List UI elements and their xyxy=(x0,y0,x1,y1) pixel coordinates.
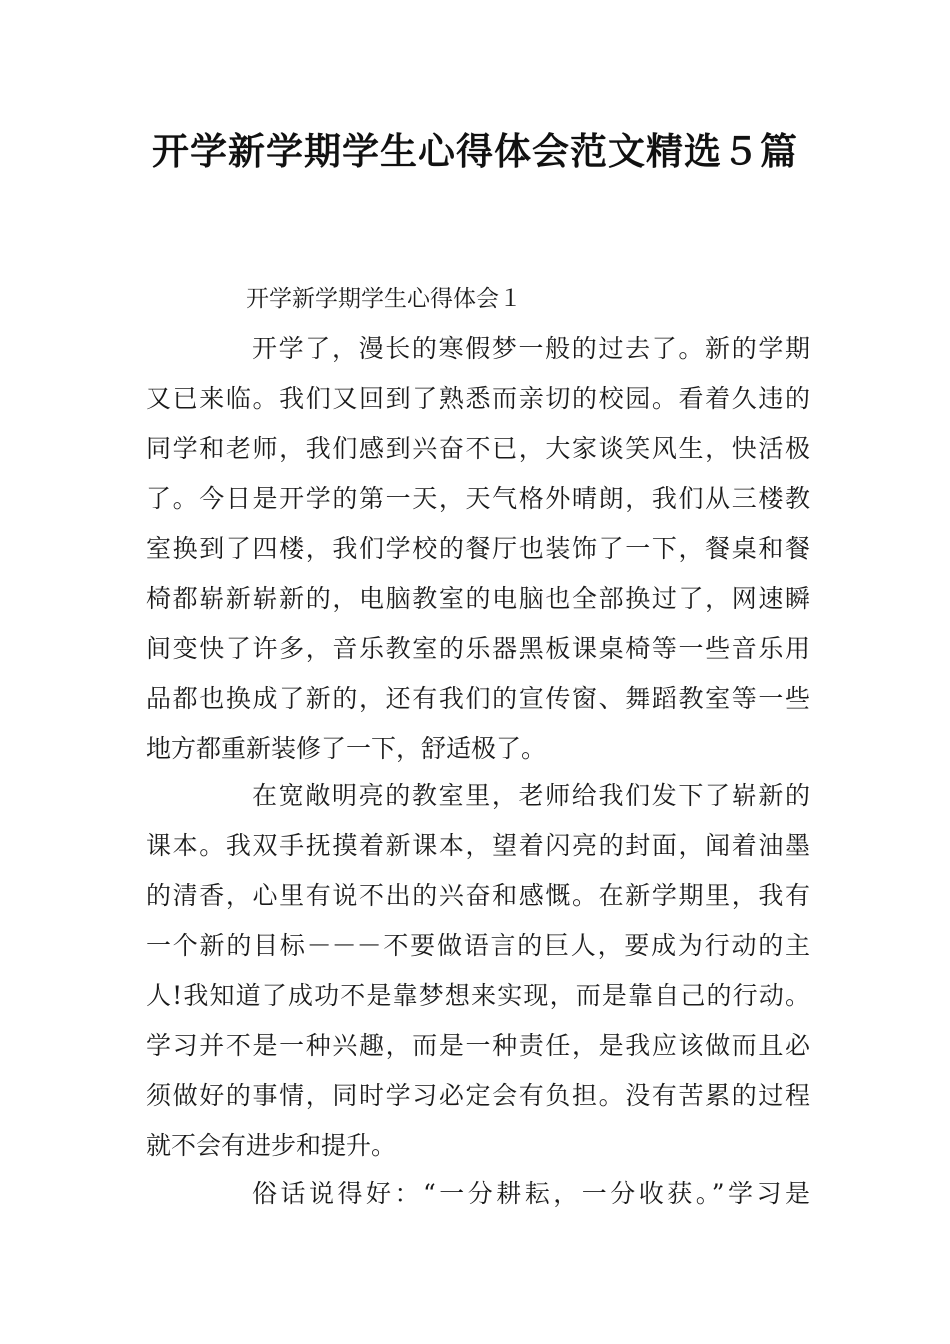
paragraph-line: 间变快了许多，音乐教室的乐器黑板课桌椅等一些音乐用 xyxy=(146,634,810,663)
paragraph-line: 人!我知道了成功不是靠梦想来实现，而是靠自己的行动。 xyxy=(146,981,810,1010)
paragraph-line: 的清香，心里有说不出的兴奋和感慨。在新学期里，我有 xyxy=(146,881,810,910)
paragraph-1 xyxy=(146,324,810,774)
paragraph-line: 同学和老师，我们感到兴奋不已，大家谈笑风生，快活极 xyxy=(146,434,810,463)
paragraph-2 xyxy=(146,771,810,1171)
paragraph-line: 学习并不是一种兴趣，而是一种责任，是我应该做而且必 xyxy=(146,1031,810,1060)
paragraph-line: 一个新的目标－－－不要做语言的巨人，要成为行动的主 xyxy=(146,931,810,960)
paragraph-line: 俗话说得好：“一分耕耘，一分收获。”学习是 xyxy=(252,1179,810,1208)
paragraph-line: 品都也换成了新的，还有我们的宣传窗、舞蹈教室等一些 xyxy=(146,684,810,713)
paragraph-line: 在宽敞明亮的教室里，老师给我们发下了崭新的 xyxy=(252,781,810,810)
document-title: 开学新学期学生心得体会范文精选５篇 xyxy=(152,130,798,173)
paragraph-line: 了。今日是开学的第一天，天气格外晴朗，我们从三楼教 xyxy=(146,484,810,513)
paragraph-line: 又已来临。我们又回到了熟悉而亲切的校园。看着久违的 xyxy=(146,384,810,413)
section-heading: 开学新学期学生心得体会１ xyxy=(246,286,522,312)
paragraph-line: 须做好的事情，同时学习必定会有负担。没有苦累的过程 xyxy=(146,1081,810,1110)
paragraph-line: 椅都崭新崭新的，电脑教室的电脑也全部换过了，网速瞬 xyxy=(146,584,810,613)
paragraph-line: 课本。我双手抚摸着新课本，望着闪亮的封面，闻着油墨 xyxy=(146,831,810,860)
paragraph-line: 室换到了四楼，我们学校的餐厅也装饰了一下，餐桌和餐 xyxy=(146,534,810,563)
paragraph-3 xyxy=(146,1169,810,1219)
paragraph-line: 开学了，漫长的寒假梦一般的过去了。新的学期 xyxy=(252,334,810,363)
paragraph-line: 就不会有进步和提升。 xyxy=(146,1131,397,1160)
paragraph-line: 地方都重新装修了一下，舒适极了。 xyxy=(146,734,547,763)
